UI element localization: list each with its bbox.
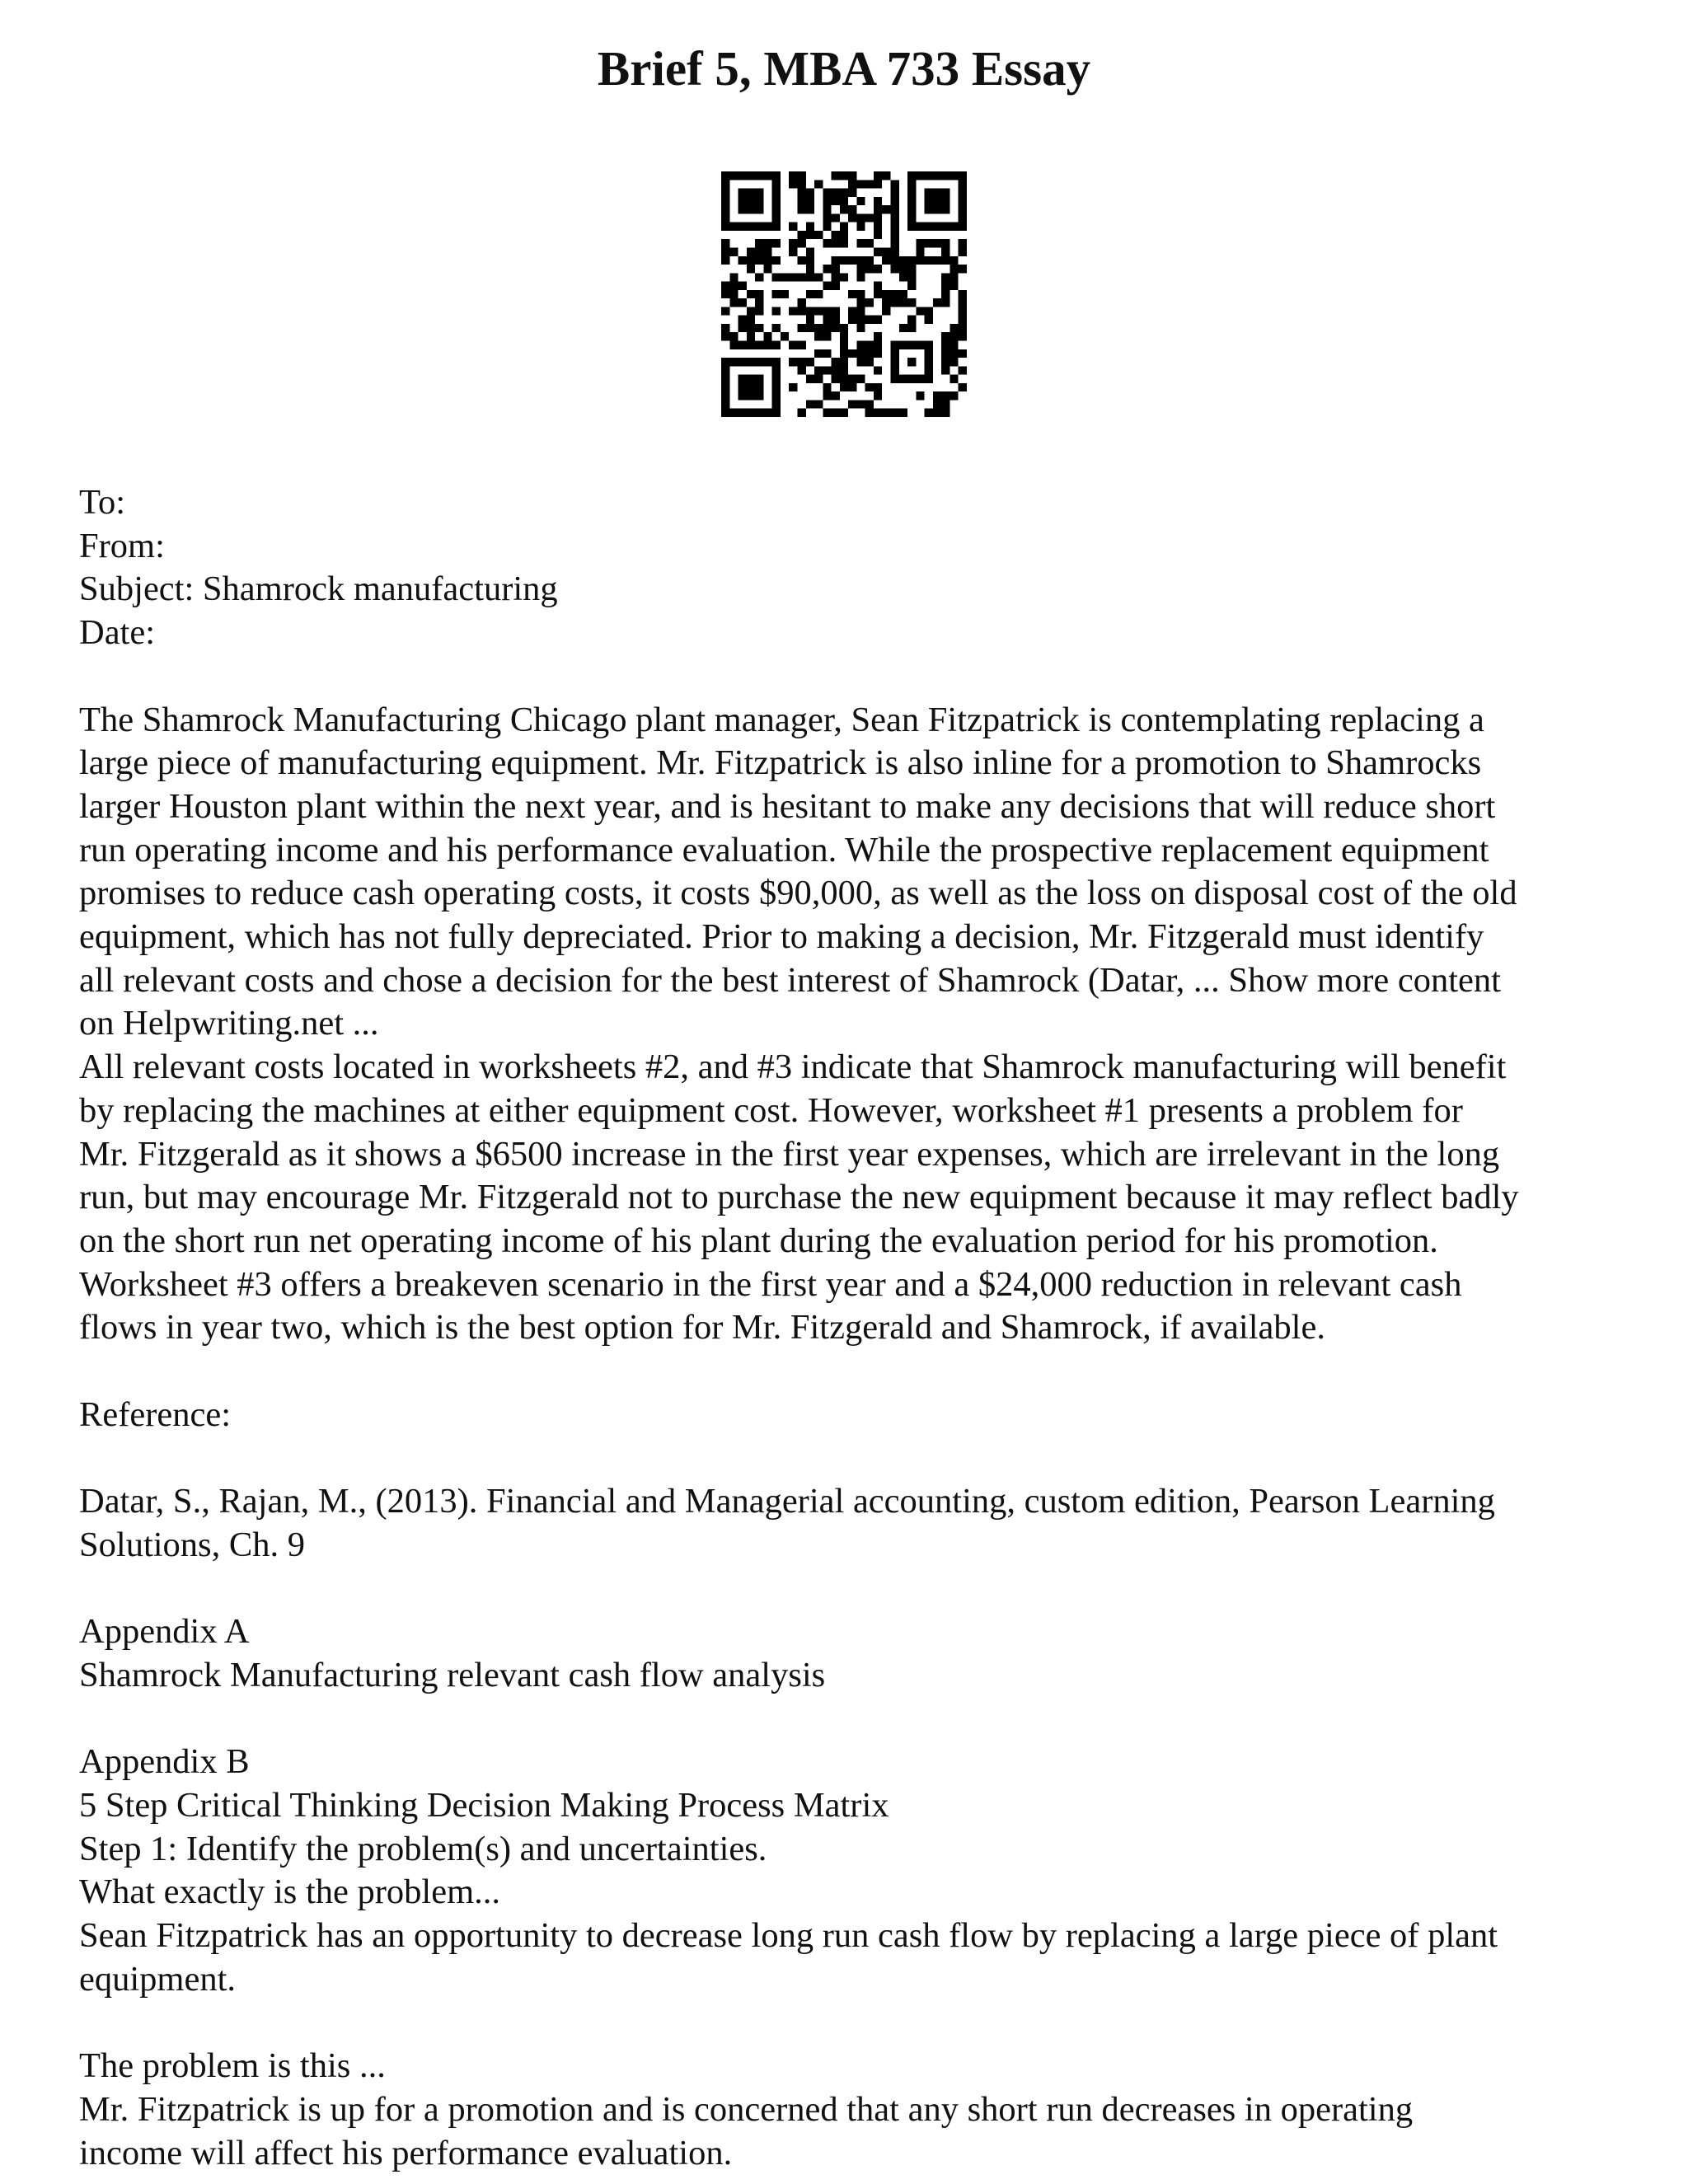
memo-header [79,481,1629,655]
memo-to: To: [79,483,126,522]
text-line: income will affect his performance evaluation. [79,2133,733,2172]
text-line: all relevant costs and chose a decision for the best interest of Shamrock (Datar, ... Show more content [79,960,1501,1000]
text-line: on the short run net operating income of his plant during the evaluation period for his promotion. [79,1221,1438,1260]
text-line: Sean Fitzpatrick has an opportunity to decrease long run cash flow by replacing a large piece of plant [79,1916,1498,1956]
text-line: What exactly is the problem... [79,1872,501,1912]
text-line: Step 1: Identify the problem(s) and uncertainties. [79,1829,767,1868]
text-line: large piece of manufacturing equipment. Mr. Fitzpatrick is also inline for a promotion to Shamrocks [79,743,1482,783]
text-line: promises to reduce cash operating costs, it costs $90,000, as well as the loss on disposal cost of the old [79,874,1517,913]
appendix-a [79,1610,1629,1697]
qr-code-icon [721,171,967,417]
problem-statement [79,2045,1629,2175]
document-body [79,481,1629,2175]
text-line: Solutions, Ch. 9 [79,1525,305,1564]
paragraph-analysis [79,1046,1629,1350]
text-line: run operating income and his performance evaluation. While the prospective replacement equipment [79,830,1489,869]
page-title: Brief 5, MBA 733 Essay [597,41,1091,96]
text-line: Mr. Fitzgerald as it shows a $6500 increase in the first year expenses, which are irrelevant in the long [79,1134,1500,1174]
text-line: run, but may encourage Mr. Fitzgerald not to purchase the new equipment because it may reflect badly [79,1178,1519,1217]
text-line: flows in year two, which is the best option for Mr. Fitzgerald and Shamrock, if available. [79,1308,1325,1347]
text-line: on Helpwriting.net ... [79,1004,379,1043]
text-line: The problem is this ... [79,2046,386,2086]
text-line: Worksheet #3 offers a breakeven scenario in the first year and a $24,000 reduction in relevant cash [79,1264,1462,1304]
appendix-a-heading: Appendix A [79,1612,250,1652]
memo-date: Date: [79,613,156,653]
reference-entry [79,1480,1629,1567]
paragraph-introduction [79,699,1629,1047]
appendix-b [79,1741,1629,2001]
text-line: larger Houston plant within the next year, and is hesitant to make any decisions that will reduce short [79,786,1496,826]
appendix-b-heading: Appendix B [79,1742,250,1782]
appendix-a-text: Shamrock Manufacturing relevant cash flow analysis [79,1655,826,1694]
memo-from: From: [79,526,165,565]
text-line: 5 Step Critical Thinking Decision Making Process Matrix [79,1786,889,1825]
text-line: equipment, which has not fully depreciated. Prior to making a decision, Mr. Fitzgerald must identify [79,917,1484,957]
text-line: The Shamrock Manufacturing Chicago plant manager, Sean Fitzpatrick is contemplating replacing a [79,700,1484,739]
text-line: Datar, S., Rajan, M., (2013). Financial and Managerial accounting, custom edition, Pearson Learning [79,1482,1495,1521]
reference-heading: Reference: [79,1394,232,1434]
text-line: Mr. Fitzpatrick is up for a promotion and is concerned that any short run decreases in operating [79,2089,1414,2129]
text-line: All relevant costs located in worksheets #2, and #3 indicate that Shamrock manufacturing will benefit [79,1047,1507,1087]
text-line: by replacing the machines at either equipment cost. However, worksheet #1 presents a problem for [79,1090,1463,1130]
text-line: equipment. [79,1959,237,1999]
memo-subject: Subject: Shamrock manufacturing [79,569,558,609]
